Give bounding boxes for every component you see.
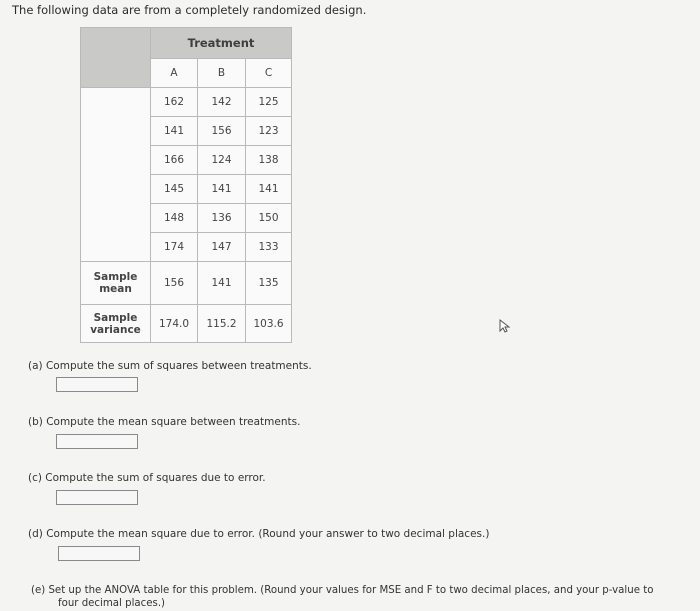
sample-mean-a: 156 — [151, 262, 198, 305]
table-cell: 123 — [246, 117, 292, 146]
table-cell: 148 — [151, 204, 198, 233]
table-cell: 141 — [246, 175, 292, 204]
table-cell: 147 — [198, 233, 246, 262]
answer-input-c[interactable] — [56, 490, 138, 505]
table-cell: 145 — [151, 175, 198, 204]
table-cell: 174 — [151, 233, 198, 262]
table-cell: 150 — [246, 204, 292, 233]
table-cell: 133 — [246, 233, 292, 262]
treatment-header: Treatment — [151, 28, 292, 59]
table-cell: 124 — [198, 146, 246, 175]
column-header-b: B — [198, 59, 246, 88]
sample-mean-label-line1: Sample — [93, 271, 138, 283]
table-cell: 136 — [198, 204, 246, 233]
question-d: (d) Compute the mean square due to error. (Round your answer to two decimal places.) — [28, 528, 490, 540]
table-cell: 142 — [198, 88, 246, 117]
question-e-line2: four decimal places.) — [58, 598, 166, 609]
intro-text: The following data are from a completely randomized design. — [12, 3, 367, 17]
sample-variance-label — [81, 305, 151, 343]
sample-mean-label-line2: mean — [99, 283, 132, 295]
table-cell: 166 — [151, 146, 198, 175]
question-e-line1: (e) Set up the ANOVA table for this problem. (Round your values for MSE and F to two decimal places, and your p-value to — [31, 585, 654, 596]
sample-variance-b: 115.2 — [198, 305, 246, 343]
sample-variance-c: 103.6 — [246, 305, 292, 343]
sample-mean-b: 141 — [198, 262, 246, 305]
sample-variance-label-line2: variance — [90, 323, 141, 336]
observation-label-cell — [81, 88, 151, 262]
column-header-a: A — [151, 59, 198, 88]
table-cell: 138 — [246, 146, 292, 175]
table-cell: 125 — [246, 88, 292, 117]
sample-mean-label — [81, 262, 151, 305]
column-header-c: C — [246, 59, 292, 88]
table-cell: 141 — [198, 175, 246, 204]
answer-input-b[interactable] — [56, 434, 138, 449]
question-a: (a) Compute the sum of squares between treatments. — [28, 360, 312, 372]
table-cell: 141 — [151, 117, 198, 146]
sample-variance-a: 174.0 — [151, 305, 198, 343]
table-cell: 162 — [151, 88, 198, 117]
mouse-cursor-icon — [497, 318, 513, 334]
question-c: (c) Compute the sum of squares due to error. — [28, 472, 266, 484]
question-b: (b) Compute the mean square between treatments. — [28, 416, 301, 428]
table-corner — [81, 28, 151, 88]
answer-input-d[interactable] — [58, 546, 140, 561]
data-table — [80, 27, 292, 343]
sample-mean-c: 135 — [246, 262, 292, 305]
answer-input-a[interactable] — [56, 377, 138, 392]
table-cell: 156 — [198, 117, 246, 146]
sample-variance-label-line1: Sample — [93, 311, 138, 324]
